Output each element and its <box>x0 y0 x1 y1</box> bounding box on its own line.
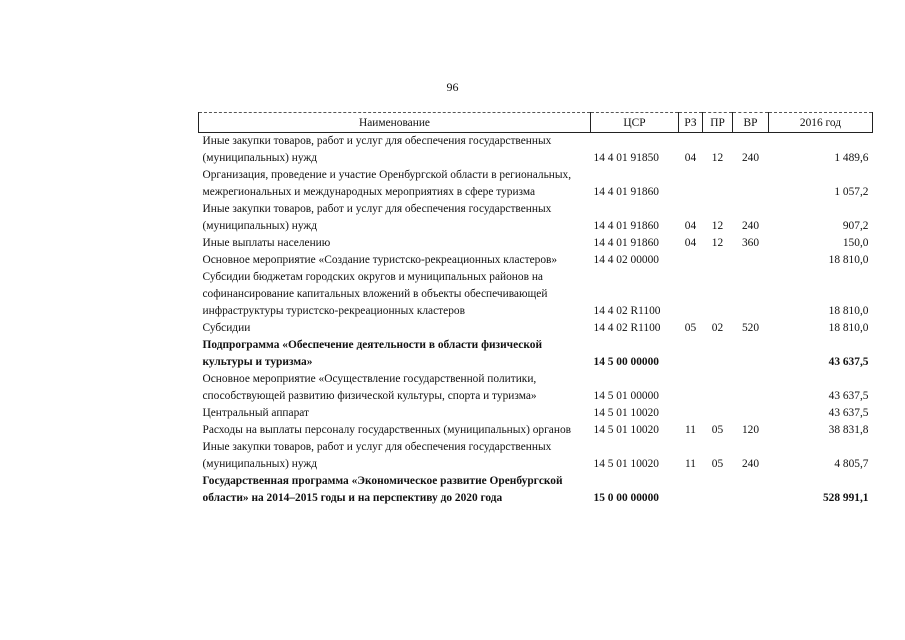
cell-vr <box>733 337 769 371</box>
header-vr: ВР <box>733 113 769 133</box>
header-row <box>199 113 873 133</box>
cell-rz: 05 <box>684 322 697 334</box>
cell-vr <box>733 371 769 405</box>
table-row <box>199 235 873 252</box>
table-row <box>199 473 873 507</box>
cell-name: Субсидии <box>202 322 251 334</box>
cell-csr: 14 5 01 10020 <box>593 407 659 419</box>
cell-csr: 14 5 01 10020 <box>593 424 659 436</box>
cell-vr: 240 <box>741 152 760 164</box>
table-body <box>199 133 873 508</box>
header-csr: ЦСР <box>591 113 679 133</box>
table-row <box>199 167 873 201</box>
cell-vr <box>733 473 769 507</box>
header-rz: РЗ <box>679 113 703 133</box>
cell-rz: 04 <box>684 220 697 232</box>
cell-vr: 240 <box>741 220 760 232</box>
cell-rz <box>679 252 703 269</box>
cell-name: Иные закупки товаров, работ и услуг для обеспечения государственных (муниципальных) нужд <box>202 135 552 164</box>
cell-vr <box>733 405 769 422</box>
cell-rz: 11 <box>685 424 696 436</box>
table-row <box>199 439 873 473</box>
cell-sum: 150,0 <box>842 237 869 249</box>
cell-name: Иные закупки товаров, работ и услуг для обеспечения государственных (муниципальных) нужд <box>202 441 552 470</box>
cell-name: Иные выплаты населению <box>202 237 331 249</box>
cell-name: Государственная программа «Экономическое развитие Оренбургской области» на 2014–2015 годы и на перспективу до 2020 года <box>202 475 563 504</box>
cell-rz: 04 <box>684 237 697 249</box>
cell-pr: 05 <box>711 424 724 436</box>
table-row <box>199 133 873 168</box>
cell-sum: 18 810,0 <box>828 322 869 334</box>
cell-name: Организация, проведение и участие Оренбургской области в региональных, межрегиональных и международных мероприятиях в сфере туризма <box>202 169 572 198</box>
cell-rz <box>679 337 703 371</box>
cell-csr: 14 4 01 91860 <box>593 237 659 249</box>
cell-sum: 18 810,0 <box>828 254 869 266</box>
cell-rz <box>679 269 703 320</box>
cell-csr: 14 4 01 91860 <box>593 220 659 232</box>
cell-pr <box>703 252 733 269</box>
table-row <box>199 405 873 422</box>
cell-rz <box>679 167 703 201</box>
cell-csr: 15 0 00 00000 <box>593 492 659 504</box>
cell-pr <box>703 337 733 371</box>
cell-pr: 02 <box>711 322 724 334</box>
cell-rz: 04 <box>684 152 697 164</box>
cell-name: Основное мероприятие «Осуществление государственной политики, способствующей развитию физической культуры, спорта и туризма» <box>202 373 537 402</box>
cell-pr: 12 <box>711 237 724 249</box>
cell-pr <box>703 371 733 405</box>
cell-name: Расходы на выплаты персоналу государственных (муниципальных) органов <box>202 424 572 436</box>
table-row <box>199 371 873 405</box>
cell-sum: 1 057,2 <box>834 186 869 198</box>
header-pr: ПР <box>703 113 733 133</box>
table-row <box>199 269 873 320</box>
table-row <box>199 252 873 269</box>
cell-rz <box>679 405 703 422</box>
cell-pr: 12 <box>711 220 724 232</box>
cell-csr: 14 4 02 R1100 <box>593 322 661 334</box>
cell-name: Иные закупки товаров, работ и услуг для обеспечения государственных (муниципальных) нужд <box>202 203 552 232</box>
header-sum: 2016 год <box>769 113 873 133</box>
cell-rz: 11 <box>685 458 696 470</box>
cell-csr: 14 4 02 00000 <box>593 254 659 266</box>
cell-csr: 14 4 01 91850 <box>593 152 659 164</box>
cell-sum: 1 489,6 <box>834 152 869 164</box>
cell-name: Субсидии бюджетам городских округов и муниципальных районов на софинансирование капитальных вложений в объекты обеспечивающей инфраструктуры туристско-рекреационных кластеров <box>202 271 548 317</box>
cell-vr <box>733 167 769 201</box>
cell-csr: 14 5 01 10020 <box>593 458 659 470</box>
cell-pr <box>703 269 733 320</box>
cell-sum: 528 991,1 <box>822 492 869 504</box>
cell-csr: 14 5 01 00000 <box>593 390 659 402</box>
cell-vr <box>733 269 769 320</box>
cell-pr <box>703 473 733 507</box>
cell-vr <box>733 252 769 269</box>
cell-name: Центральный аппарат <box>202 407 310 419</box>
table-row <box>199 422 873 439</box>
cell-pr: 05 <box>711 458 724 470</box>
cell-vr: 360 <box>741 237 760 249</box>
cell-csr: 14 4 02 R1100 <box>593 305 661 317</box>
table-row <box>199 320 873 337</box>
cell-csr: 14 5 00 00000 <box>593 356 659 368</box>
cell-vr: 520 <box>741 322 760 334</box>
cell-pr: 12 <box>711 152 724 164</box>
cell-name: Основное мероприятие «Создание туристско-рекреационных кластеров» <box>202 254 558 266</box>
budget-table-container <box>198 112 872 507</box>
cell-pr <box>703 167 733 201</box>
cell-sum: 43 637,5 <box>828 356 869 368</box>
header-name: Наименование <box>199 113 591 133</box>
cell-sum: 43 637,5 <box>828 407 869 419</box>
table-row <box>199 337 873 371</box>
cell-rz <box>679 473 703 507</box>
table-row <box>199 201 873 235</box>
cell-sum: 38 831,8 <box>828 424 869 436</box>
table-header <box>199 113 873 133</box>
cell-sum: 43 637,5 <box>828 390 869 402</box>
cell-vr: 120 <box>741 424 760 436</box>
cell-name: Подпрограмма «Обеспечение деятельности в области физической культуры и туризма» <box>202 339 543 368</box>
cell-rz <box>679 371 703 405</box>
cell-vr: 240 <box>741 458 760 470</box>
cell-sum: 18 810,0 <box>828 305 869 317</box>
cell-sum: 4 805,7 <box>834 458 869 470</box>
cell-csr: 14 4 01 91860 <box>593 186 659 198</box>
budget-table <box>198 112 873 507</box>
cell-pr <box>703 405 733 422</box>
cell-sum: 907,2 <box>842 220 869 232</box>
page-number: 96 <box>446 80 459 94</box>
